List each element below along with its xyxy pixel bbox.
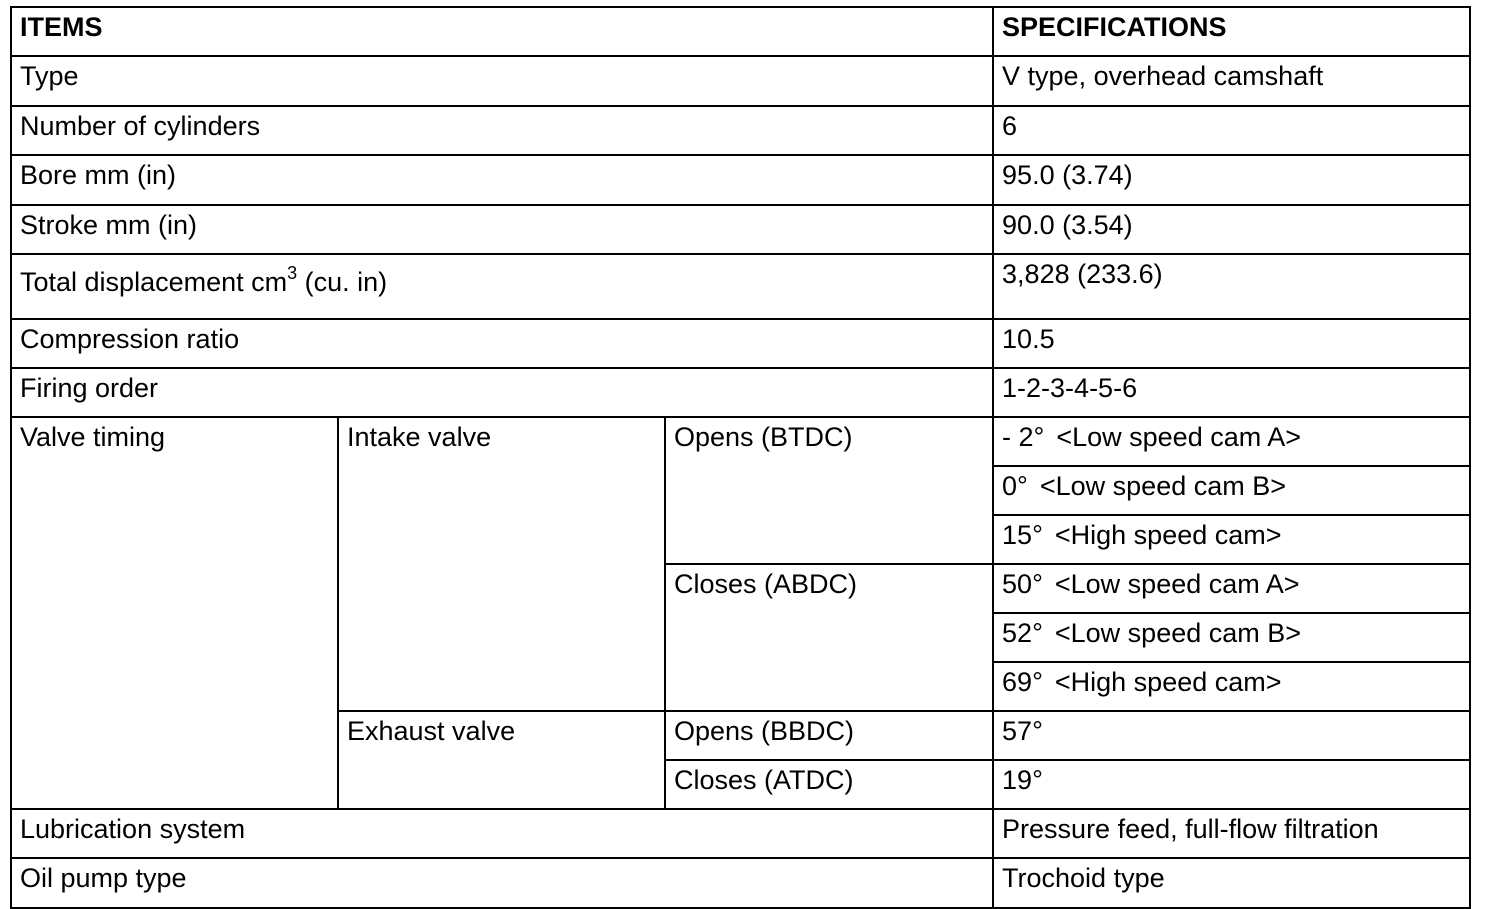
intake-opens-label: Opens (BTDC) <box>665 417 993 564</box>
table-row <box>11 155 1470 205</box>
displacement-value: 3,828 (233.6) <box>993 254 1470 319</box>
type-label: Type <box>11 56 993 106</box>
compression-value: 10.5 <box>993 319 1470 368</box>
stroke-value: 90.0 (3.54) <box>993 205 1470 254</box>
cam-note: <Low speed cam B> <box>1039 471 1287 501</box>
bore-label: Bore mm (in) <box>11 155 993 205</box>
items-header: ITEMS <box>11 7 993 56</box>
firing-order-value: 1-2-3-4-5-6 <box>993 368 1470 417</box>
exhaust-closes-value: 19° <box>993 760 1470 809</box>
table-row <box>11 205 1470 254</box>
lubrication-value: Pressure feed, full-flow filtration <box>993 809 1470 858</box>
exhaust-valve-label: Exhaust valve <box>338 711 665 809</box>
cam-note: <High speed cam> <box>1054 667 1282 697</box>
table-row <box>11 319 1470 368</box>
angle: 52° <box>1002 618 1043 648</box>
stroke-label: Stroke mm (in) <box>11 205 993 254</box>
intake-opens-value <box>993 417 1470 466</box>
oil-pump-value: Trochoid type <box>993 858 1470 908</box>
table-row <box>11 106 1470 155</box>
intake-opens-value <box>993 466 1470 515</box>
cam-note: <Low speed cam A> <box>1054 569 1300 599</box>
angle: 50° <box>1002 569 1043 599</box>
intake-closes-value <box>993 662 1470 711</box>
cylinders-label: Number of cylinders <box>11 106 993 155</box>
compression-label: Compression ratio <box>11 319 993 368</box>
specifications-header: SPECIFICATIONS <box>993 7 1470 56</box>
displacement-label <box>11 254 993 319</box>
exhaust-opens-label: Opens (BBDC) <box>665 711 993 760</box>
table-row <box>11 368 1470 417</box>
oil-pump-label: Oil pump type <box>11 858 993 908</box>
intake-closes-value <box>993 564 1470 613</box>
angle: - 2° <box>1002 422 1045 452</box>
bore-value: 95.0 (3.74) <box>993 155 1470 205</box>
intake-closes-label: Closes (ABDC) <box>665 564 993 711</box>
intake-valve-label: Intake valve <box>338 417 665 711</box>
specifications-table <box>10 6 1471 909</box>
cam-note: <Low speed cam B> <box>1054 618 1302 648</box>
type-value: V type, overhead camshaft <box>993 56 1470 106</box>
table-row <box>11 417 1470 466</box>
cylinders-value: 6 <box>993 106 1470 155</box>
displacement-label-text: Total displacement cm <box>20 267 288 297</box>
firing-order-label: Firing order <box>11 368 993 417</box>
displacement-label-superscript: 3 <box>287 263 298 283</box>
lubrication-label: Lubrication system <box>11 809 993 858</box>
cam-note: <High speed cam> <box>1054 520 1282 550</box>
angle: 69° <box>1002 667 1043 697</box>
table-row <box>11 809 1470 858</box>
angle: 15° <box>1002 520 1043 550</box>
exhaust-closes-label: Closes (ATDC) <box>665 760 993 809</box>
valve-timing-label: Valve timing <box>11 417 338 809</box>
table-row <box>11 56 1470 106</box>
intake-closes-value <box>993 613 1470 662</box>
exhaust-opens-value: 57° <box>993 711 1470 760</box>
displacement-label-unit: (cu. in) <box>297 267 388 297</box>
angle: 0° <box>1002 471 1028 501</box>
intake-opens-value <box>993 515 1470 564</box>
table-row <box>11 254 1470 319</box>
cam-note: <Low speed cam A> <box>1056 422 1302 452</box>
table-row <box>11 858 1470 908</box>
header-row <box>11 7 1470 56</box>
